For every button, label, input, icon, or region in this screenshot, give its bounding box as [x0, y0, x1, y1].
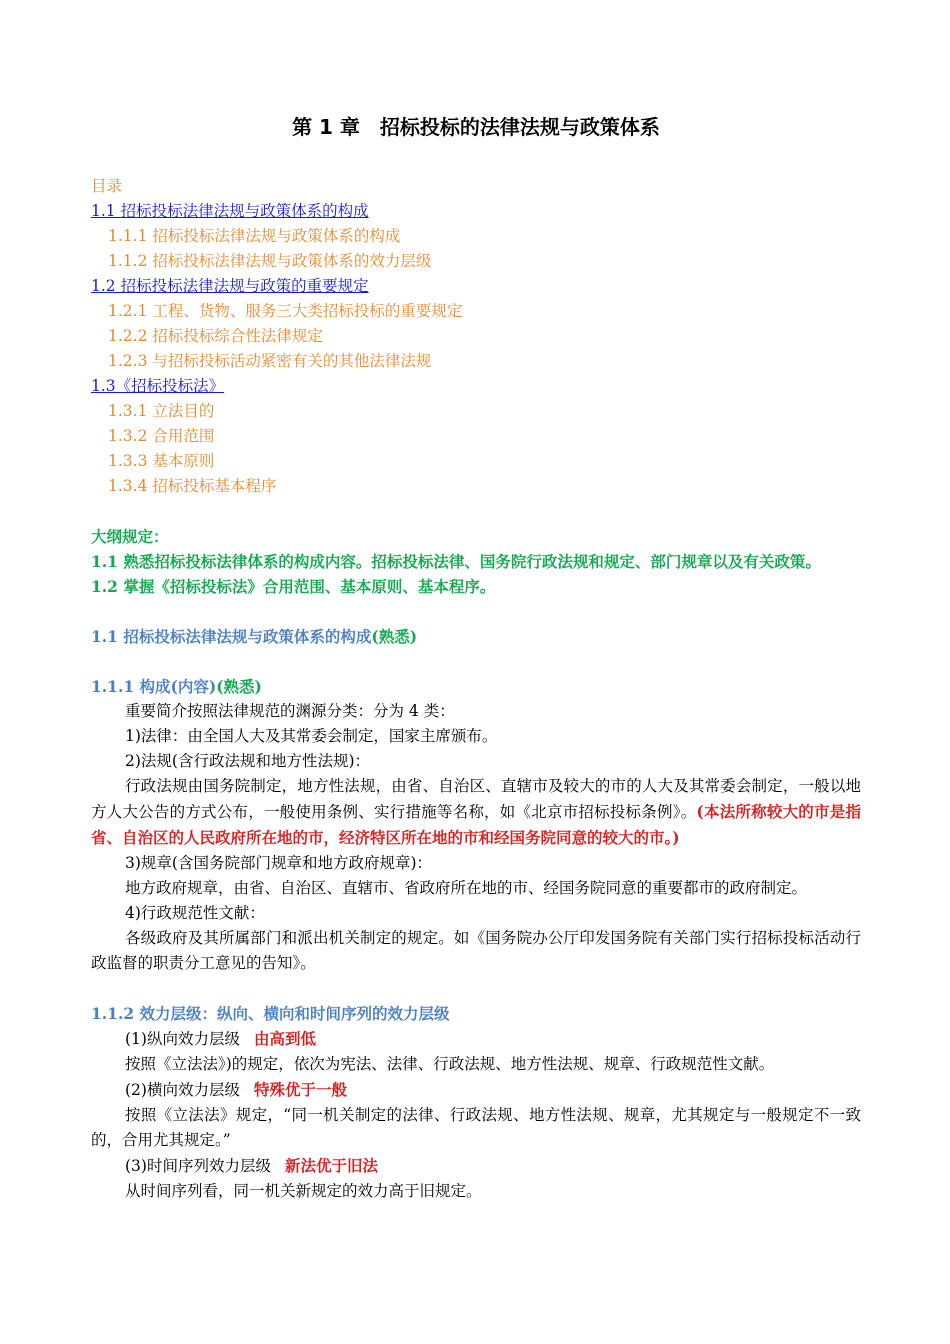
toc-link-1-1[interactable]: 1.1 招标投标法律法规与政策体系的构成: [91, 202, 369, 220]
section-heading-1-1: [91, 624, 861, 649]
paragraph: [91, 1026, 861, 1052]
paragraph: [91, 1077, 861, 1103]
level-label: (2)横向效力层级: [125, 1081, 240, 1099]
toc-item-1-2-1: 1.2.1 工程、货物、服务三大类招标投标的重要规定: [108, 302, 463, 320]
paragraph-text: 行政法规由国务院制定，地方性法规，由省、自治区、直辖市及较大的市的人大及其常委会制定，一般以地方人大公告的方式公布，一般使用条例、实行措施等名称，如《北京市招标投标条例》。: [91, 777, 861, 821]
toc-item-1-1-2: 1.1.2 招标投标法律法规与政策体系的效力层级: [108, 252, 432, 270]
syllabus-line-1: 1.1 熟悉招标投标法律体系的构成内容。招标投标法律、国务院行政法规和规定、部门规章以及有关政策。: [91, 552, 821, 571]
section-tag: (熟悉): [371, 627, 418, 646]
emphasis-note: (本法所称较大的市是指省、自治区的人民政府所在地的市，经济特区所在地的市和经国务院同意的较大的市。): [91, 802, 861, 847]
paragraph: [91, 1153, 861, 1179]
paragraph: 3)规章(含国务院部门规章和地方政府规章)：: [125, 854, 433, 872]
syllabus-title: 大纲规定：: [91, 527, 169, 546]
level-label: (1)纵向效力层级: [125, 1030, 240, 1048]
subsection-heading-1-1-2: 1.1.2 效力层级：纵向、横向和时间序列的效力层级: [91, 1004, 450, 1023]
document-content: [91, 110, 861, 1204]
highlight-text: 特殊优于一般: [253, 1080, 347, 1099]
paragraph: 2)法规(含行政法规和地方性法规)：: [125, 752, 371, 770]
paragraph: 按照《立法法》规定，“同一机关制定的法律、行政法规、地方性法规、规章，尤其规定与一般规定不一致的，合用尤其规定。”: [91, 1106, 861, 1149]
toc-item-1-2-3: 1.2.3 与招标投标活动紧密有关的其他法律法规: [108, 352, 432, 370]
table-of-contents: [91, 174, 861, 499]
paragraph: 地方政府规章，由省、自治区、直辖市、省政府所在地的市、经国务院同意的重要都市的政府制定。: [125, 879, 808, 897]
paragraph: 4)行政规范性文献：: [125, 904, 265, 922]
toc-item-1-1-1: 1.1.1 招标投标法律法规与政策体系的构成: [108, 227, 401, 245]
toc-link-1-3[interactable]: 1.3《招标投标法》: [91, 377, 225, 395]
toc-item-1-3-4: 1.3.4 招标投标基本程序: [108, 477, 277, 495]
toc-link-1-2[interactable]: 1.2 招标投标法律法规与政策的重要规定: [91, 277, 369, 295]
subsection-heading-1-1-1: [91, 674, 861, 699]
paragraph: 1)法律：由全国人大及其常委会制定，国家主席颁布。: [125, 727, 498, 745]
paragraph: 重要简介按照法律规范的渊源分类：分为 4 类：: [125, 702, 455, 720]
toc-item-1-2-2: 1.2.2 招标投标综合性法律规定: [108, 327, 323, 345]
paragraph: 各级政府及其所属部门和派出机关制定的规定。如《国务院办公厅印发国务院有关部门实行招标投标活动行政监督的职责分工意见的告知》。: [91, 929, 861, 972]
toc-item-1-3-3: 1.3.3 基本原则: [108, 452, 215, 470]
section-heading-text: 1.1 招标投标法律法规与政策体系的构成: [91, 627, 372, 646]
highlight-text: 新法优于旧法: [284, 1156, 378, 1175]
paragraph: 从时间序列看，同一机关新规定的效力高于旧规定。: [125, 1182, 482, 1200]
subsection-tag: (熟悉): [216, 677, 262, 696]
level-label: (3)时间序列效力层级: [125, 1157, 271, 1175]
chapter-title: 第 1 章 招标投标的法律法规与政策体系: [292, 115, 660, 139]
paragraph: 按照《立法法》)的规定，依次为宪法、法律、行政法规、地方性法规、规章、行政规范性文献。: [125, 1055, 775, 1073]
toc-item-1-3-2: 1.3.2 合用范围: [108, 427, 215, 445]
subsection-heading-text: 1.1.1 构成(内容): [91, 677, 217, 696]
paragraph: [91, 774, 861, 851]
syllabus-line-2: 1.2 掌握《招标投标法》合用范围、基本原则、基本程序。: [91, 577, 496, 596]
syllabus-requirements: [91, 524, 861, 599]
highlight-text: 由高到低: [253, 1029, 316, 1048]
toc-item-1-3-1: 1.3.1 立法目的: [108, 402, 215, 420]
toc-label: 目录: [91, 177, 123, 195]
